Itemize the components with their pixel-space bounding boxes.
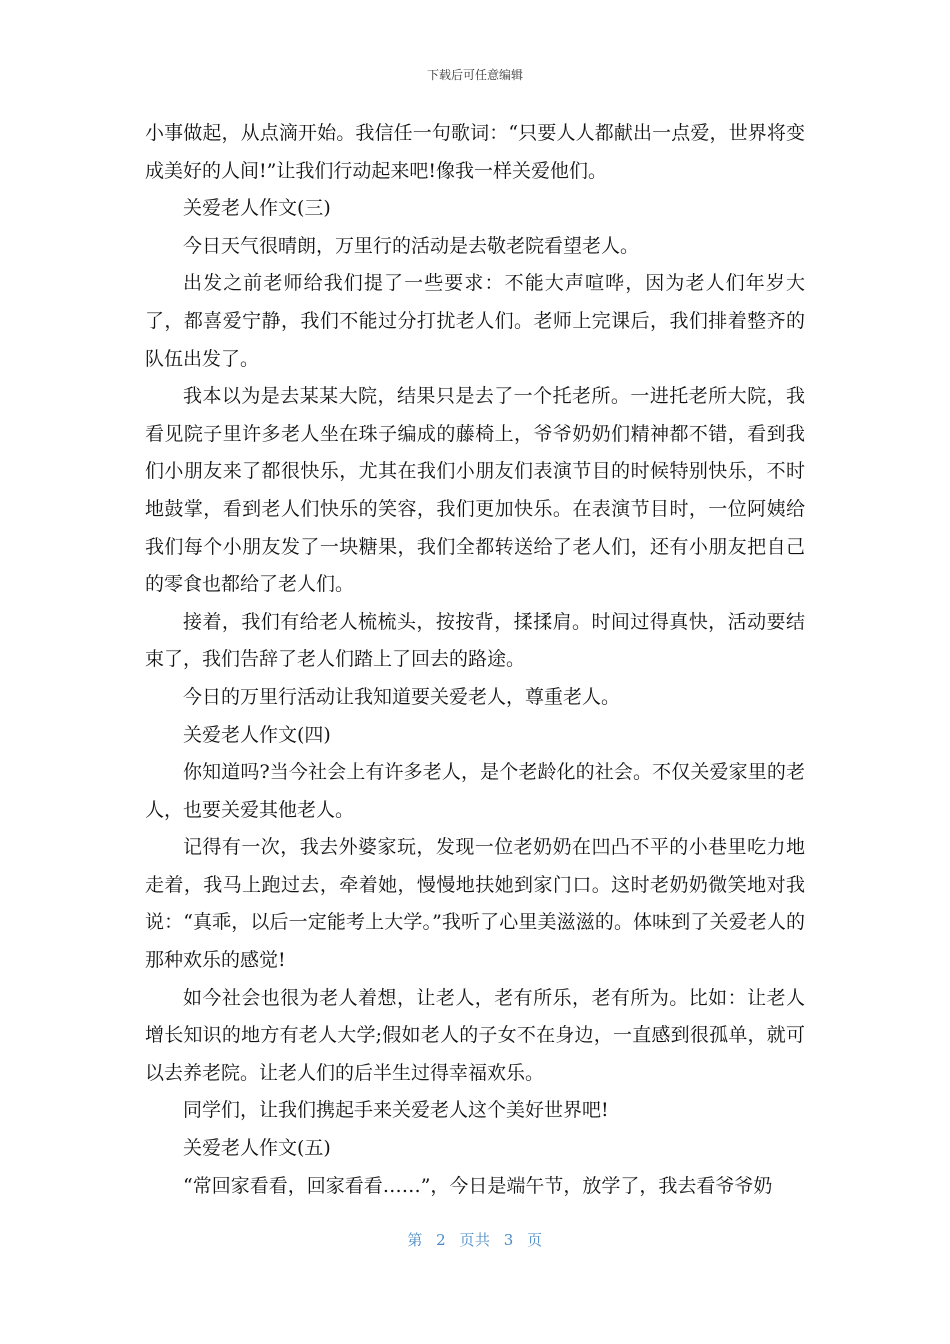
paragraph: 出发之前老师给我们提了一些要求：不能大声喧哗，因为老人们年岁大了，都喜爱宁静，我们不能过分打扰老人们。老师上完课后，我们排着整齐的队伍出发了。	[145, 272, 805, 370]
paragraph: 我本以为是去某某大院，结果只是去了一个托老所。一进托老所大院，我看见院子里许多老人坐在珠子编成的藤椅上，爷爷奶奶们精神都不错，看到我们小朋友来了都很快乐，尤其在我们小朋友们表演节目的时候特别快乐，不时地鼓掌，看到老人们快乐的笑容，我们更加快乐。在表演节目时，一位阿姨给我们每个小朋友发了一块糖果，我们全都转送给了老人们，还有小朋友把自己的零食也都给了老人们。	[145, 385, 805, 596]
page-footer: 第 2 页共 3 页	[407, 1231, 543, 1249]
paragraph: 你知道吗?当今社会上有许多老人，是个老龄化的社会。不仅关爱家里的老人，也要关爱其他老人。	[145, 761, 805, 821]
section-heading: 关爱老人作文(五)	[183, 1137, 331, 1160]
page-header: 下载后可任意编辑	[426, 68, 523, 82]
paragraph: 今日的万里行活动让我知道要关爱老人，尊重老人。	[183, 685, 621, 708]
paragraph: 记得有一次，我去外婆家玩，发现一位老奶奶在凹凸不平的小巷里吃力地走着，我马上跑过去，牵着她，慢慢地扶她到家门口。这时老奶奶微笑地对我说：“真乖，以后一定能考上大学。”我听了心里美滋滋的。体味到了关爱老人的那种欢乐的感觉!	[145, 836, 805, 972]
section-heading: 关爱老人作文(三)	[183, 197, 331, 220]
paragraph: 同学们，让我们携起手来关爱老人这个美好世界吧!	[183, 1099, 609, 1122]
paragraph: 如今社会也很为老人着想，让老人，老有所乐，老有所为。比如：让老人增长知识的地方有老人大学;假如老人的子女不在身边，一直感到很孤单，就可以去养老院。让老人们的后半生过得幸福欢乐。	[145, 986, 805, 1084]
paragraph: 今日天气很晴朗，万里行的活动是去敬老院看望老人。	[183, 234, 640, 257]
document-body	[145, 115, 805, 1205]
paragraph: 接着，我们有给老人梳梳头，按按背，揉揉肩。时间过得真快，活动要结束了，我们告辞了老人们踏上了回去的路途。	[145, 610, 805, 671]
paragraph: “常回家看看，回家看看……”，今日是端午节，放学了，我去看爷爷奶	[183, 1174, 773, 1197]
paragraph: 小事做起，从点滴开始。我信任一句歌词：“只要人人都献出一点爱，世界将变成美好的人间!”让我们行动起来吧!像我一样关爱他们。	[145, 122, 805, 182]
section-heading: 关爱老人作文(四)	[183, 723, 331, 746]
